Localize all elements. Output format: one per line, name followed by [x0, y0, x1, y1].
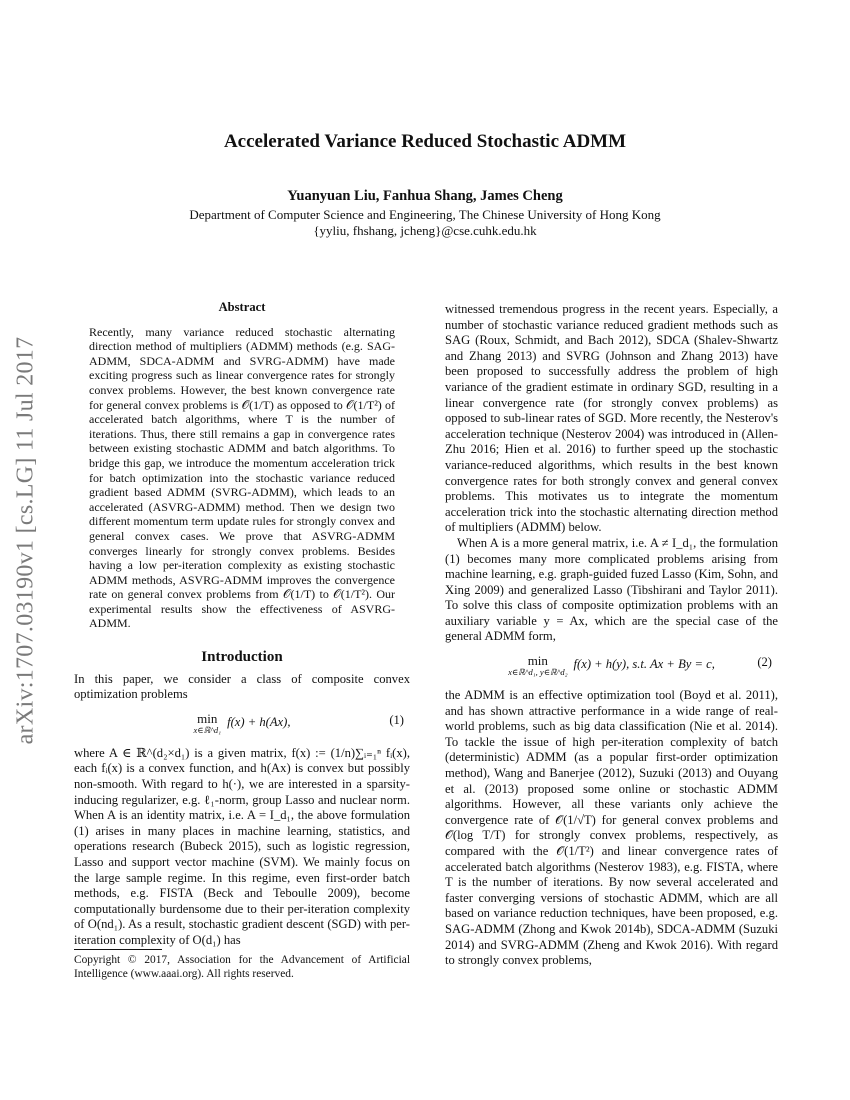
equation-2-number: (2)	[757, 655, 772, 670]
equation-2	[445, 649, 778, 681]
intro-paragraph-1: In this paper, we consider a class of composite convex optimization problems	[74, 671, 410, 702]
equation-1-min	[194, 711, 222, 736]
equation-1-number: (1)	[389, 712, 404, 727]
equation-2-subscript: x∈ℝ^d₁, y∈ℝ^d₂	[508, 667, 568, 678]
right-column	[445, 302, 778, 969]
equation-2-operator: min	[527, 652, 548, 668]
paper-title: Accelerated Variance Reduced Stochastic ADMM	[223, 131, 627, 152]
intro-paragraph-3: witnessed tremendous progress in the recent years. Especially, a number of stochastic variance reduced gradient methods such as SAG (Roux, Schmidt, and Bach 2012), SDCA (Shalev-Shwartz and Zhang 2013) and SVRG (Johnson and Zhang 2013) have been proposed to successfully address the problem of high variance of the gradient estimate in ordinary SGD, resulting in a linear convergence rate (for strongly convex problems) as opposed to sub-linear rates of SGD. More recently, the Nesterov's acceleration technique (Nesterov 2004) was introduced in (Allen-Zhu 2016; Hien et al. 2016) to further speed up the stochastic variance-reduced algorithms, which results in the best known convergence rates for both strongly convex and general convex problems. This motivates us to integrate the momentum acceleration trick into the stochastic alternating direction method of multipliers (ADMM) below.	[445, 302, 778, 535]
equation-1	[74, 707, 410, 739]
equation-2-min	[508, 653, 567, 678]
author-list: Yuanyuan Liu, Fanhua Shang, James Cheng	[287, 188, 563, 204]
arxiv-id-text: arXiv:1707.03190v1 [cs.LG] 11 Jul 2017	[12, 336, 39, 744]
author-emails: {yyliu, fhshang, jcheng}@cse.cuhk.edu.hk	[313, 223, 537, 238]
equation-1-body: f(x) + h(Ax),	[227, 715, 291, 730]
intro-paragraph-4: When A is a more general matrix, i.e. A ≠ I_d₁, the formulation (1) becomes many more complicated problems arising from machine learning, e.g. graph-guided fuzed Lasso (Kim, Sohn, and Xing 2009) and generalized Lasso (Tibshirani and Taylor 2011). To solve this class of composite optimization problems with an auxiliary variable y = Ax, which are the special case of the general ADMM form,	[445, 535, 778, 644]
affiliation: Department of Computer Science and Engineering, The Chinese University of Hong Kong	[189, 207, 661, 222]
equation-1-subscript: x∈ℝ^d₁	[193, 725, 222, 736]
abstract-section	[74, 300, 410, 631]
intro-paragraph-5: the ADMM is an effective optimization tool (Boyd et al. 2011), and has shown attractive performance in a wide range of real-world problems, such as big data classification (Nie et al. 2014). To tackle the issue of high per-iteration complexity of batch (deterministic) ADMM (as a popular first-order optimization method), Wang and Banerjee (2012), Suzuki (2013) and Ouyang et al. (2013) proposed some online or stochastic ADMM algorithms. However, all these variants only achieve the convergence rate of 𝒪(1/√T) for general convex problems and 𝒪(log T/T) for strongly convex problems, respectively, as compared with the 𝒪(1/T²) and linear convergence rates of accelerated batch algorithms (Nesterov 1983), e.g. FISTA, where T is the number of iterations. By now several accelerated and faster converging versions of stochastic ADMM, which are all based on variance reduction techniques, have been proposed, e.g. SAG-ADMM (Zhong and Kwok 2014b), SDCA-ADMM (Suzuki 2014) and SVRG-ADMM (Zheng and Kwok 2016). With regard to strongly convex problems,	[445, 688, 778, 968]
left-column	[74, 300, 410, 949]
abstract-heading: Abstract	[218, 300, 266, 314]
arxiv-side-stamp	[8, 300, 44, 780]
equation-2-body: f(x) + h(y), s.t. Ax + By = c,	[573, 657, 715, 672]
copyright-footnote	[74, 949, 410, 981]
introduction-heading: Introduction	[201, 649, 283, 666]
equation-1-operator: min	[197, 710, 218, 726]
abstract-text: Recently, many variance reduced stochastic alternating direction method of multipliers (ADMM) methods (e.g. SAG-ADMM, SDCA-ADMM and SVRG-ADMM) have made exciting progress such as linear convergence rates for strongly convex problems. However, the best known convergence rate for general convex problems is 𝒪(1/T) as opposed to 𝒪(1/T²) of accelerated batch algorithms, where T is the number of iterations. Thus, there still remains a gap in convergence rates between existing stochastic ADMM and batch algorithms. To bridge this gap, we introduce the momentum acceleration trick for batch optimization into the stochastic variance reduced gradient based ADMM (SVRG-ADMM), which leads to an accelerated (ASVRG-ADMM) method. Then we design two different momentum term update rules for strongly convex and general convex cases. We prove that ASVRG-ADMM converges linearly for strongly convex problems. Besides having a low per-iteration complexity as existing stochastic ADMM methods, ASVRG-ADMM improves the convergence rate on general convex problems from 𝒪(1/T) to 𝒪(1/T²). Our experimental results show the effectiveness of ASVRG-ADMM.	[89, 324, 395, 631]
copyright-text: Copyright © 2017, Association for the Advancement of Artificial Intelligence (www.aaai.org). All rights reserved.	[74, 954, 410, 980]
intro-paragraph-2: where A ∈ ℝ^(d₂×d₁) is a given matrix, f(x) := (1/n)∑ᵢ₌₁ⁿ fᵢ(x), each fᵢ(x) is a convex function, and h(Ax) is convex but possibly non-smooth. With regard to h(·), we are interested in a sparsity-inducing regularizer, e.g. ℓ₁-norm, group Lasso and nuclear norm. When A is an identity matrix, i.e. A = I_d₁, the above formulation (1) arises in many places in machine learning, statistics, and operations research (Bubeck 2015), such as logistic regression, Lasso and support vector machine (SVM). We mainly focus on the large sample regime. In this regime, even first-order batch methods, e.g. FISTA (Beck and Teboulle 2009), become computationally burdensome due to their per-iteration complexity of O(nd₁). As a result, stochastic gradient descent (SGD) with per-iteration complexity of O(d₁) has	[74, 745, 410, 947]
footnote-rule	[74, 949, 162, 950]
